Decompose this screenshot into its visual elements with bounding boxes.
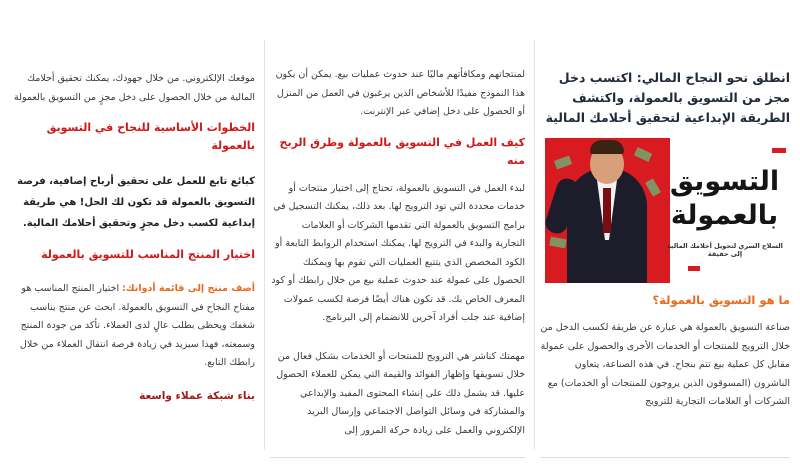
paragraph-choose-product [10,280,255,373]
paragraph-definition: صناعة التسويق بالعمولة هي عبارة عن طريقة لكسب الدخل من خلال الترويج للمنتجات أو الخدمات الأخرى والحصول على عمولة مقابل كل عملية بيع تتم بنجاح. في هذه الصناعة، يتعاون الناشرون (المسوقون الذين يروجون للمنتجات أو الخدمات) مع الشركات أو العلامات التجارية للترويج [540,322,790,407]
hero-person-tie [603,188,611,233]
column-middle [270,0,525,470]
paragraph-affiliate-opportunity: كبائع تابع للعمل على تحقيق أرباح إضافية، فرصة التسويق بالعمولة قد تكون لك الحل! هي طريقة إبداعية لكسب دخل مجزٍ وتحقيق أحلامك المالية. [17,176,255,229]
column-divider [534,40,535,450]
section-heading-customer-network: بناء شبكة عملاء واسعة [139,389,255,402]
hero-image [545,138,790,283]
section-heading-basic-steps: الخطوات الأساسية للنجاح في التسويق بالعمولة [46,121,255,152]
hero-accent-mark [688,266,700,271]
inline-label-add-product: أضف منتج إلى قائمة أدواتك: [122,283,255,294]
hero-person-hair [590,140,624,154]
column-left [10,0,255,470]
hero-subtitle: السلاح السري لتحويل أحلامك المالية إلى حقيقة [667,242,783,258]
hero-title-line2: بالعمولة [670,200,779,231]
column-divider [264,40,265,450]
article-title: انطلق نحو النجاح المالي: اكتسب دخل مجز من التسويق بالعمولة، واكتشف الطريقة الإبداعية لتحقيق أحلامك المالية [545,70,790,125]
column-right [540,0,790,470]
paragraph-continuation: لمنتجاتهم ومكافأتهم ماليًا عند حدوث عمليات بيع. يمكن أن يكون هذا النموذج مفيدًا للأشخاص الذين يرغبون في العمل من المنزل أو الحصول على دخل إضافي عبر الإنترنت. [275,69,525,117]
paragraph-continuation: موقعك الإلكتروني. من خلال جهودك، يمكنك تحقيق أحلامك المالية من خلال الحصول على دخل مجزٍ من التسويق بالعمولة [14,73,255,103]
hero-accent-mark [772,148,786,153]
section-heading-what-is: ما هو التسويق بالعمولة؟ [652,293,790,307]
hero-text-area [665,138,790,283]
paragraph-getting-started: لبدء العمل في التسويق بالعمولة، تحتاج إلى اختيار منتجات أو خدمات محددة التي تود الترويج لها. بعد ذلك، يمكنك التسجيل في برامج التسويق بالعمولة التي تقدمها الشركات أو العلامات التجارية والبدء في الترويج لها. يمكنك استخدام الروابط التابعة أو الكود المخصص الذي يتتبع العمليات التي تقوم بها ويمكنك الحصول على عمولة عند حدوث عملية بيع من خلال رابطك أو كود المعرف الخاص بك. قد تكون هناك أيضًا فرصة لكسب عمولات إضافية عند جلب أفراد آخرين للانضمام إلى البرنامج. [271,182,525,323]
section-heading-how-to-work: كيف العمل في التسويق بالعمولة وطرق الربح منه [279,135,525,167]
hero-title-line1: التسويق [669,166,780,197]
paragraph-publisher-role: مهمتك كناشر هي الترويج للمنتجات أو الخدمات بشكل فعال من خلال تسويقها وإظهار الفوائد والقيمة التي يمكن للعملاء الحصول عليها. قد يشمل ذلك على إنشاء المحتوى المفيد والإبداعي والمشاركة في وسائل التواصل الاجتماعي وإرسال البريد الإلكتروني والعمل على زيادة حركة المرور إلى [276,350,525,436]
paragraph-choose-product-text: اختيار المنتج المناسب هو مفتاح النجاح في التسويق بالعمولة. ابحث عن منتج يناسب شغفك ويحظى بطلب عالٍ لدى العملاء. تأكد من جودة المنتج وسمعته، فهذا سيزيد في زيادة فرصة انتقال العملاء من خلال رابطك التابع. [19,283,255,368]
section-heading-choose-product: اختيار المنتج المناسب للتسويق بالعمولة [41,248,255,261]
